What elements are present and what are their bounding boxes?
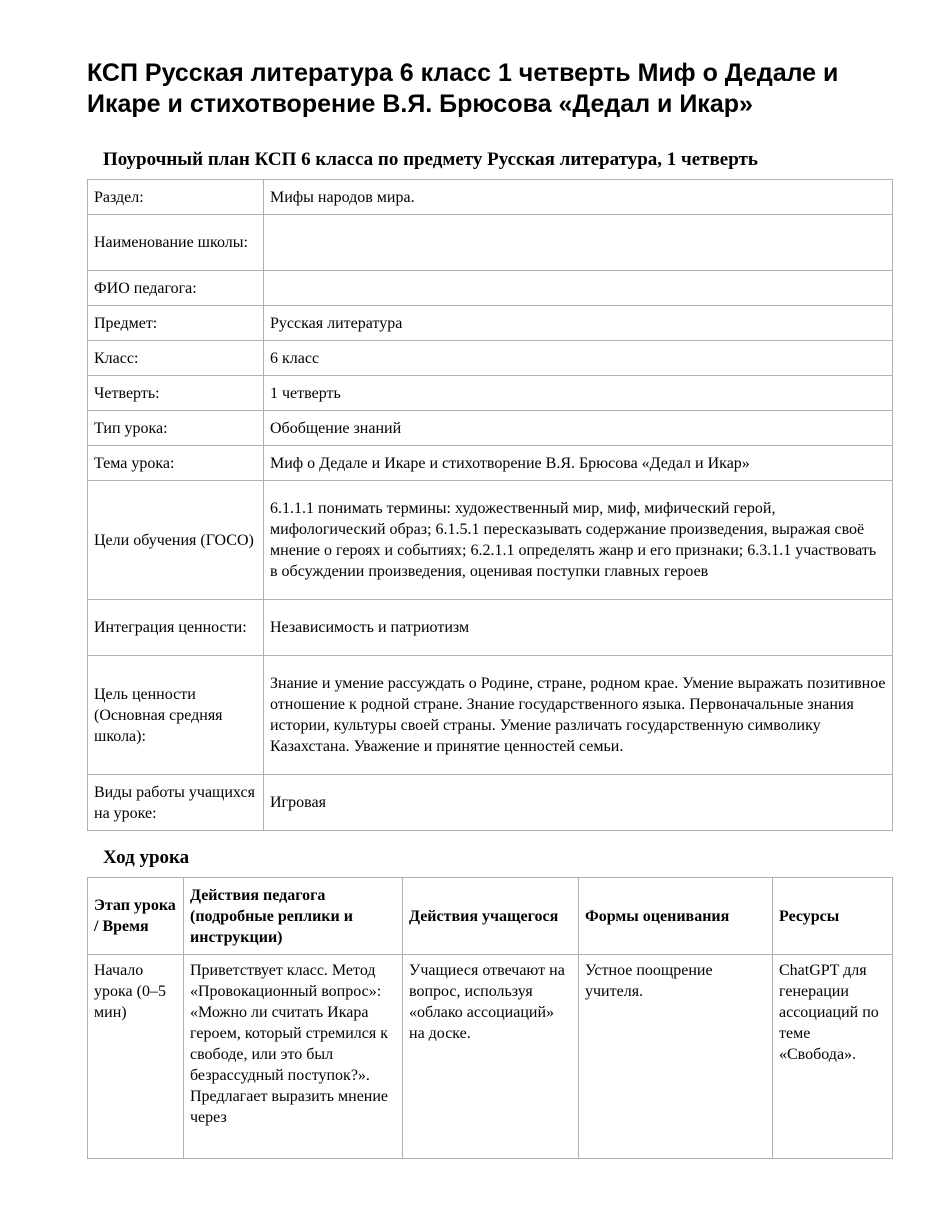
info-key: Предмет:	[88, 306, 264, 341]
table-row	[88, 600, 893, 656]
info-key: Наименование школы:	[88, 215, 264, 271]
table-row	[88, 271, 893, 306]
lesson-info-table	[87, 179, 893, 831]
info-key: Виды работы учащихся на уроке:	[88, 775, 264, 831]
info-value: Обобщение знаний	[264, 411, 893, 446]
info-key: Цели обучения (ГОСО)	[88, 481, 264, 600]
table-row	[88, 481, 893, 600]
table-header-row	[88, 878, 893, 955]
cell-assessment: Устное поощрение учителя.	[579, 955, 773, 1159]
table-row	[88, 341, 893, 376]
plan-subtitle: Поурочный план КСП 6 класса по предмету Русская литература, 1 четверть	[103, 149, 758, 170]
table-row	[88, 411, 893, 446]
lesson-progress-heading: Ход урока	[103, 847, 190, 868]
info-value: Мифы народов мира.	[264, 180, 893, 215]
info-value: Знание и умение рассуждать о Родине, стране, родном крае. Умение выражать позитивное отношение к родной стране. Знание государственного языка. Первоначальные знания истории, культуры своей страны. Умение различать государственную символику Казахстана. Уважение и принятие ценностей семьи.	[264, 656, 893, 775]
table-row	[88, 180, 893, 215]
cell-student-actions: Учащиеся отвечают на вопрос, используя «облако ассоциаций» на доске.	[403, 955, 579, 1159]
table-row	[88, 376, 893, 411]
info-value: 1 четверть	[264, 376, 893, 411]
lesson-progress-table	[87, 877, 893, 1159]
column-header-student-actions: Действия учащегося	[403, 878, 579, 955]
info-value: Независимость и патриотизм	[264, 600, 893, 656]
info-value	[264, 271, 893, 306]
info-value: Миф о Дедале и Икаре и стихотворение В.Я. Брюсова «Дедал и Икар»	[264, 446, 893, 481]
info-key: Четверть:	[88, 376, 264, 411]
table-row	[88, 955, 893, 1159]
info-value: 6 класс	[264, 341, 893, 376]
document-title: КСП Русская литература 6 класс 1 четверть Миф о Дедале и Икаре и стихотворение В.Я. Брюсова «Дедал и Икар»	[87, 59, 839, 118]
column-header-assessment: Формы оценивания	[579, 878, 773, 955]
info-key: ФИО педагога:	[88, 271, 264, 306]
column-header-resources: Ресурсы	[773, 878, 893, 955]
table-row	[88, 446, 893, 481]
column-header-teacher-actions: Действия педагога (подробные реплики и инструкции)	[184, 878, 403, 955]
info-value: Русская литература	[264, 306, 893, 341]
info-value: 6.1.1.1 понимать термины: художественный мир, миф, мифический герой, мифологический образ; 6.1.5.1 пересказывать содержание произведения, выражая своё мнение о героях и событиях; 6.2.1.1 определять жанр и его признаки; 6.3.1.1 участвовать в обсуждении произведения, оценивая поступки главных героев	[264, 481, 893, 600]
table-row	[88, 775, 893, 831]
info-value: Игровая	[264, 775, 893, 831]
info-key: Цель ценности (Основная средняя школа):	[88, 656, 264, 775]
info-key: Тип урока:	[88, 411, 264, 446]
table-row	[88, 306, 893, 341]
table-row	[88, 656, 893, 775]
info-key: Класс:	[88, 341, 264, 376]
info-key: Раздел:	[88, 180, 264, 215]
cell-stage: Начало урока (0–5 мин)	[88, 955, 184, 1159]
info-key: Интеграция ценности:	[88, 600, 264, 656]
info-value	[264, 215, 893, 271]
table-row	[88, 215, 893, 271]
cell-resources: ChatGPT для генерации ассоциаций по теме «Свобода».	[773, 955, 893, 1159]
cell-teacher-actions: Приветствует класс. Метод «Провокационный вопрос»: «Можно ли считать Икара героем, который стремился к свободе, или это был безрассудный поступок?». Предлагает выразить мнение через	[184, 955, 403, 1159]
info-key: Тема урока:	[88, 446, 264, 481]
column-header-stage: Этап урока / Время	[88, 878, 184, 955]
